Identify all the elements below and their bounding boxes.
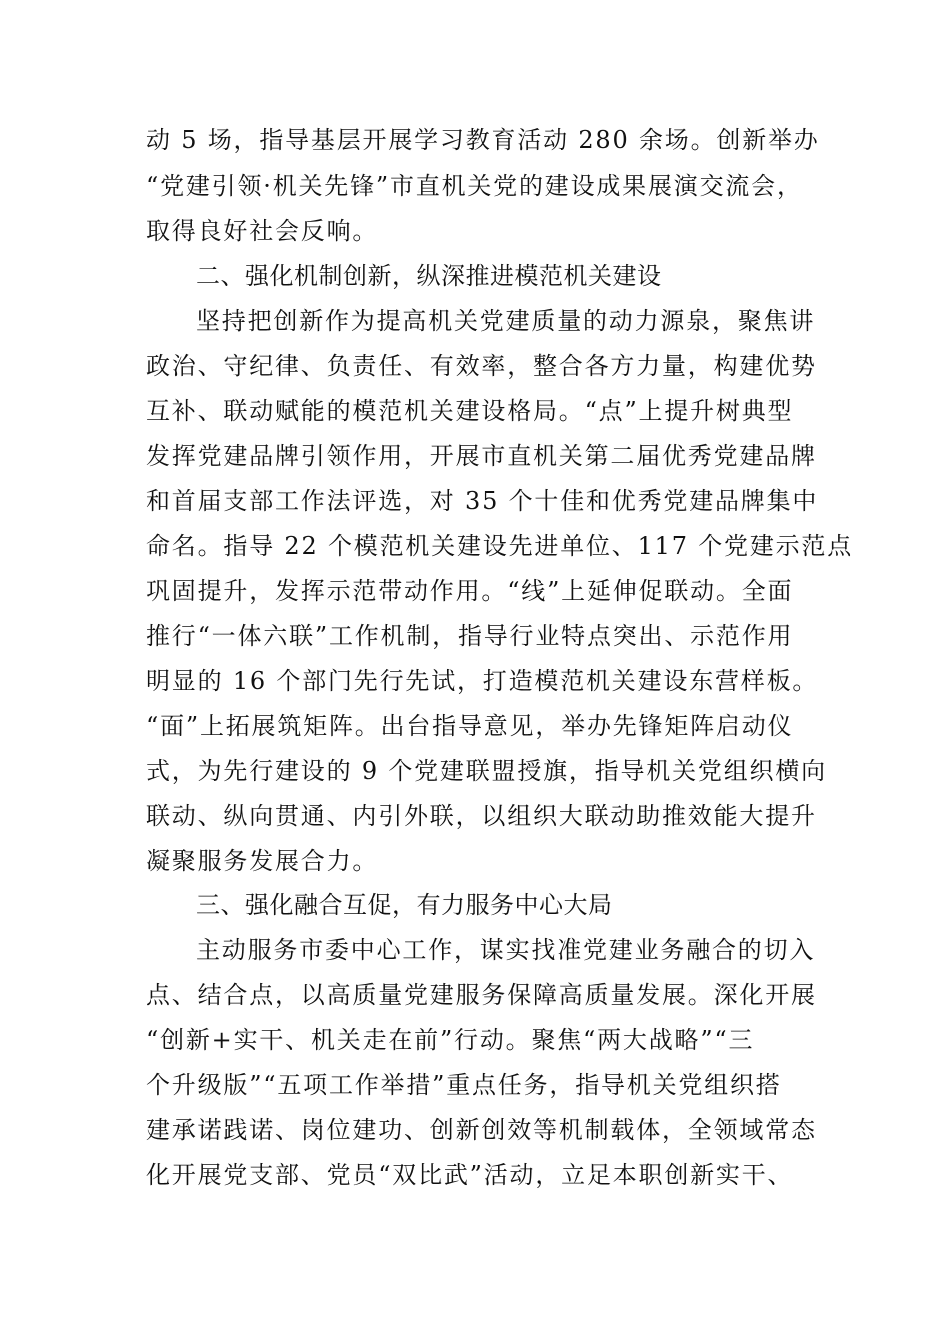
paragraph-line: 点、结合点，以高质量党建服务保障高质量发展。深化开展 [146, 981, 817, 1009]
paragraph-line: 坚持把创新作为提高机关党建质量的动力源泉，聚焦讲 [196, 307, 816, 335]
section-heading-2: 二、强化机制创新，纵深推进模范机关建设 [196, 262, 662, 290]
paragraph-line: 命名。指导 22 个模范机关建设先进单位、117 个党建示范点 [146, 532, 854, 560]
paragraph-line: “面”上拓展筑矩阵。出台指导意见，举办先锋矩阵启动仪 [146, 712, 794, 740]
paragraph-line: 发挥党建品牌引领作用，开展市直机关第二届优秀党建品牌 [146, 442, 817, 470]
paragraph-line: 取得良好社会反响。 [146, 217, 379, 245]
paragraph-line: 联动、纵向贯通、内引外联，以组织大联动助推效能大提升 [146, 802, 817, 830]
paragraph-line: 明显的 16 个部门先行先试，打造模范机关建设东营样板。 [146, 667, 819, 695]
paragraph-line: 政治、守纪律、负责任、有效率，整合各方力量，构建优势 [146, 352, 817, 380]
paragraph-line: 推行“一体六联”工作机制，指导行业特点突出、示范作用 [146, 622, 794, 650]
paragraph-line: “党建引领·机关先锋”市直机关党的建设成果展演交流会， [146, 172, 803, 200]
paragraph-line: 凝聚服务发展合力。 [146, 847, 379, 875]
paragraph-line: 建承诺践诺、岗位建功、创新创效等机制载体，全领域常态 [146, 1116, 817, 1144]
paragraph-line: 和首届支部工作法评选，对 35 个十佳和优秀党建品牌集中 [146, 487, 819, 515]
paragraph-line: 动 5 场，指导基层开展学习教育活动 280 余场。创新举办 [146, 126, 820, 154]
paragraph-line: “创新+实干、机关走在前”行动。聚焦“两大战略”“三 [146, 1026, 755, 1054]
paragraph-line: 个升级版”“五项工作举措”重点任务，指导机关党组织搭 [146, 1071, 782, 1099]
paragraph-line: 主动服务市委中心工作，谋实找准党建业务融合的切入 [196, 936, 816, 964]
paragraph-line: 化开展党支部、党员“双比武”活动，立足本职创新实干、 [146, 1161, 794, 1189]
section-heading-3: 三、强化融合互促，有力服务中心大局 [196, 891, 613, 919]
paragraph-line: 互补、联动赋能的模范机关建设格局。“点”上提升树典型 [146, 397, 794, 425]
paragraph-line: 巩固提升，发挥示范带动作用。“线”上延伸促联动。全面 [146, 577, 794, 605]
paragraph-line: 式，为先行建设的 9 个党建联盟授旗，指导机关党组织横向 [146, 757, 827, 785]
